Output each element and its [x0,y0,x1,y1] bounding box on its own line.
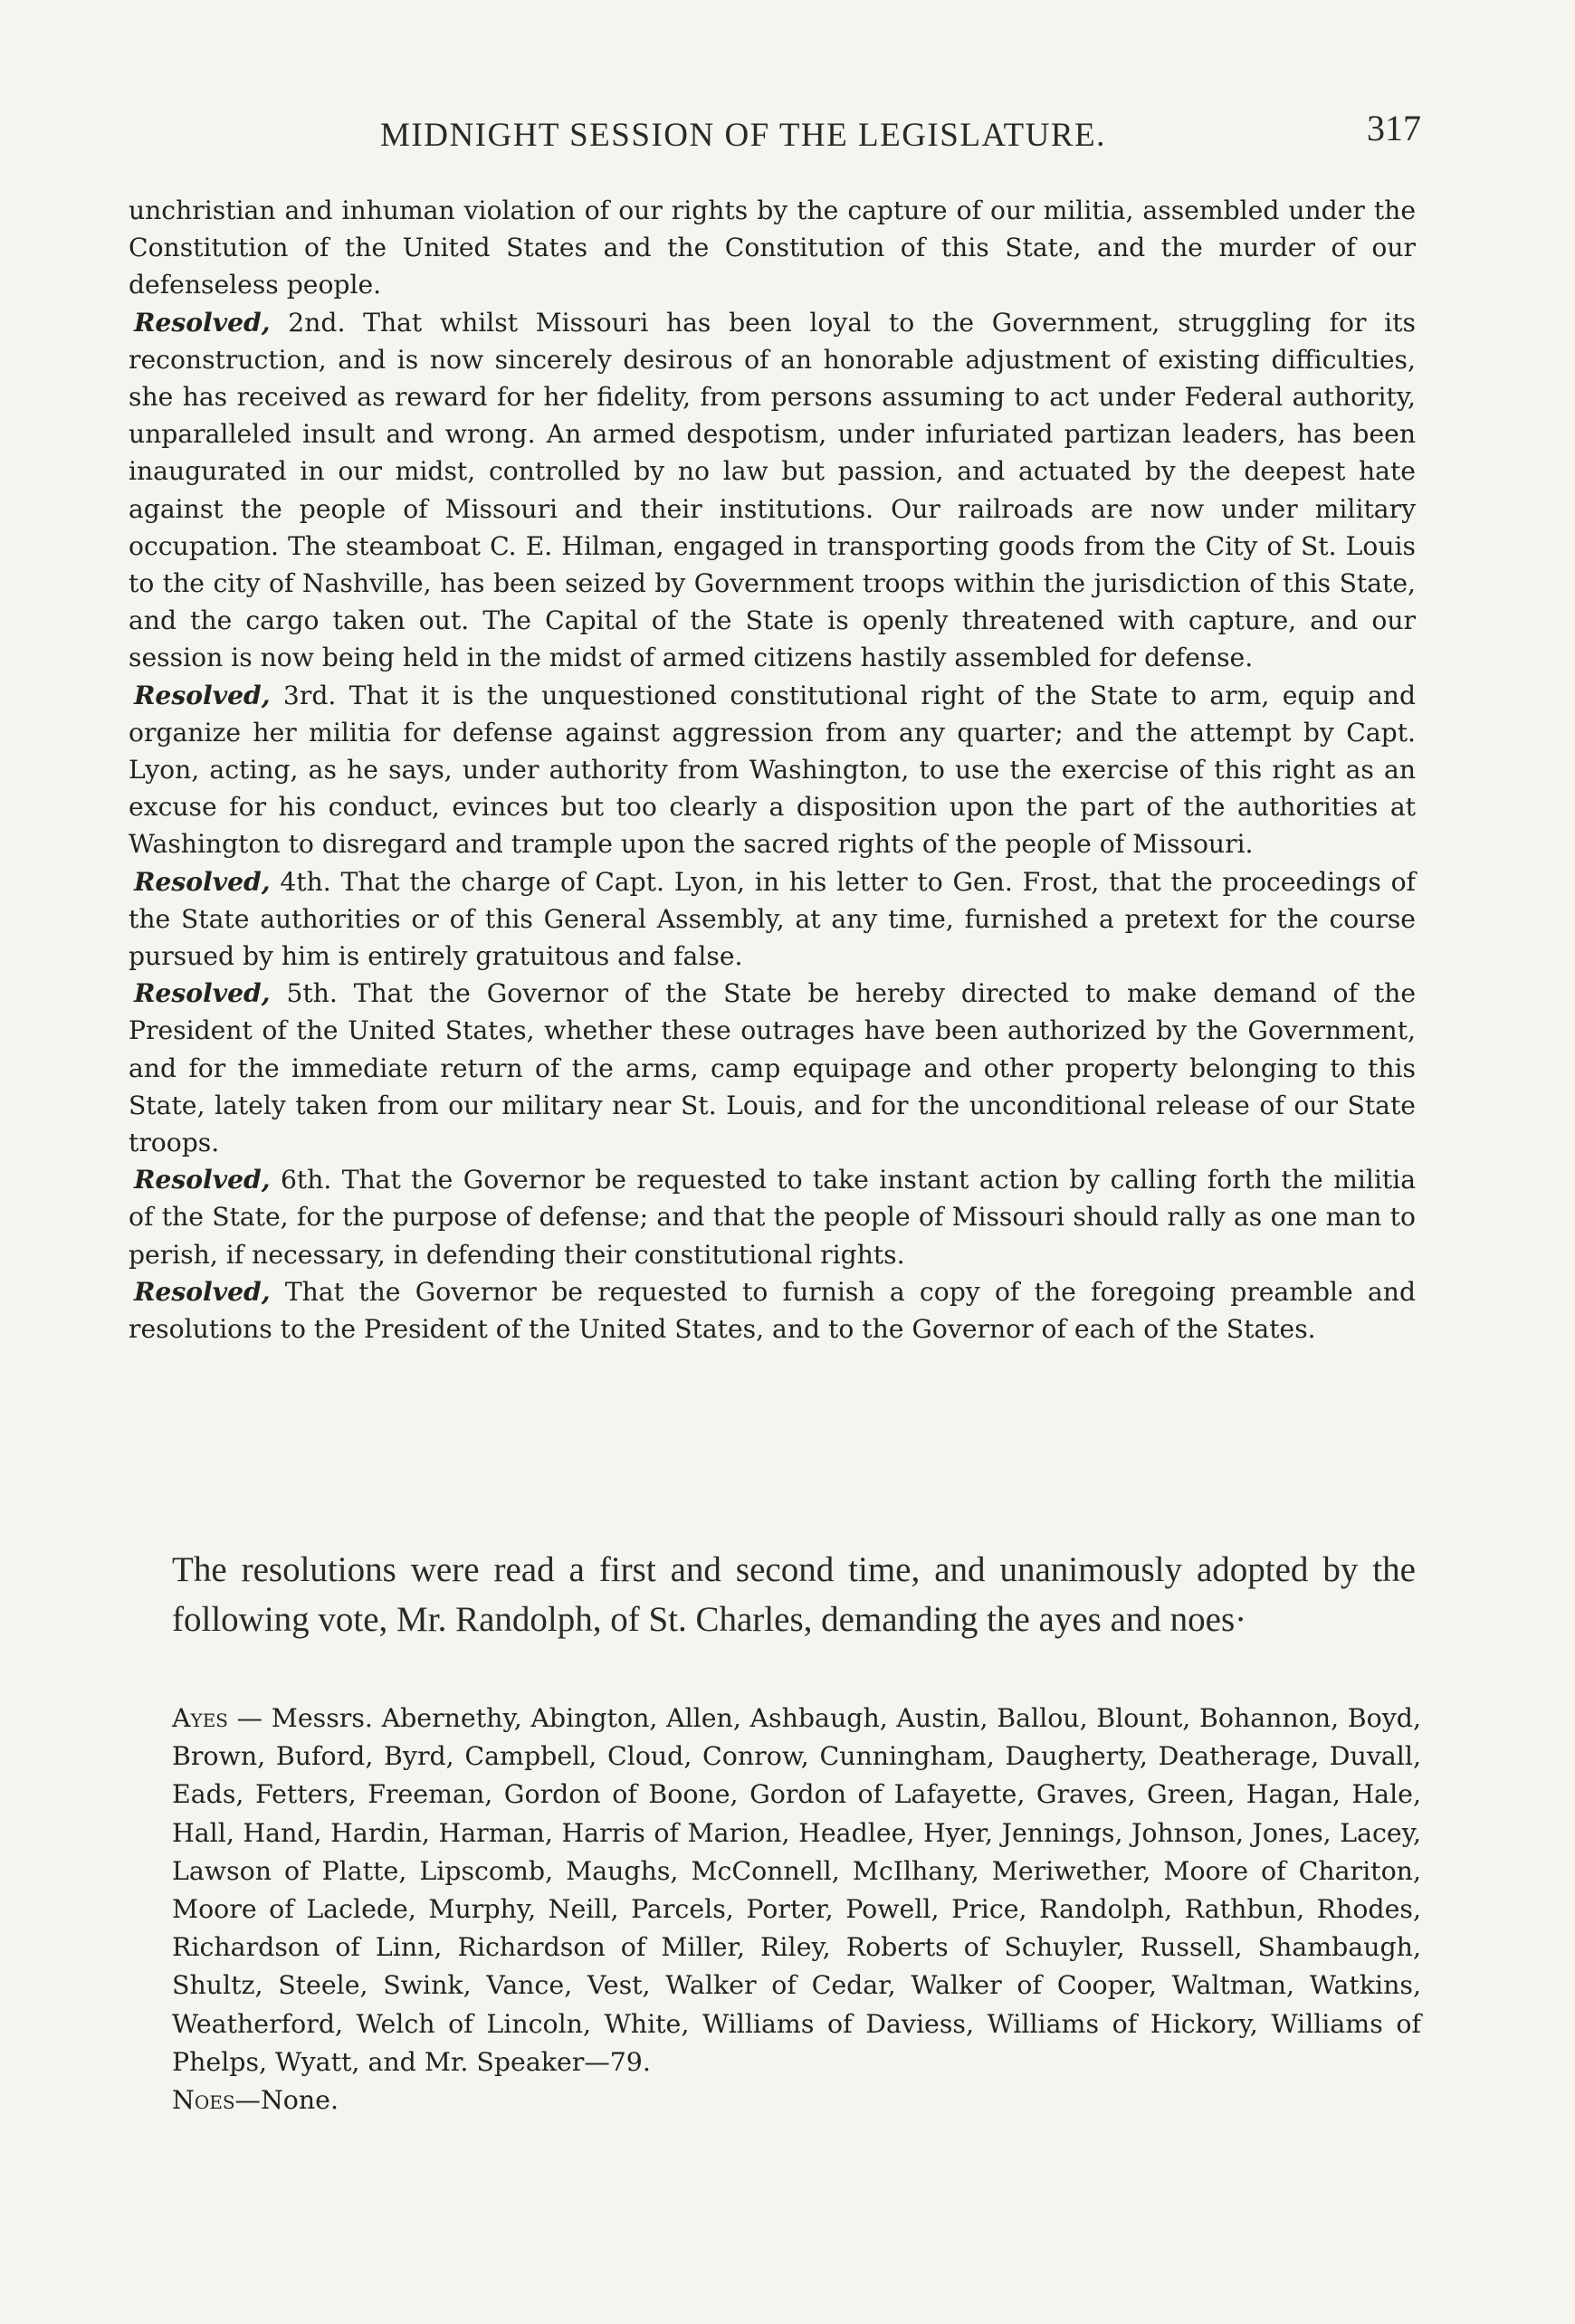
noes-label: Noes [172,2085,235,2116]
resolved-label: Resolved, [134,866,271,897]
resolution-text: That the Governor be requested to furnish a copy of the foregoing preamble and resolutions to the President of the United States, and to the Governor of each of the States. [129,1276,1416,1345]
resolved-label: Resolved, [134,307,271,338]
page-number: 317 [1367,108,1421,148]
resolution-text: 6th. That the Governor be requested to take instant action by calling forth the militia of the State, for the purpose of defense; and that the people of Missouri should rally as one man to perish, if necessary, in defending their constitutional rights. [129,1165,1416,1270]
vote-record [129,1700,1421,2119]
ayes-list: — Messrs. Abernethy, Abington, Allen, Ashbaugh, Austin, Ballou, Blount, Bohannon, Boyd, Brown, Buford, Byrd, Campbell, Cloud, Conrow, Cunningham, Daugherty, Deatherage, Duvall, Eads, Fetters, Freeman, Gordon of Boone, Gordon of Lafayette, Graves, Green, Hagan, Hale, Hall, Hand, Hardin, Harman, Harris of Marion, Headlee, Hyer, Jennings, Johnson, Jones, Lacey, Lawson of Platte, Lipscomb, Maughs, McConnell, McIlhany, Meriwether, Moore of Chariton, Moore of Laclede, Murphy, Neill, Parcels, Porter, Powell, Price, Randolph, Rathbun, Rhodes, Richardson of Linn, Richardson of Miller, Riley, Roberts of Schuyler, Russell, Shambaugh, Shultz, Steele, Swink, Vance, Vest, Walker of Cedar, Walker of Cooper, Waltman, Watkins, Weatherford, Welch of Lincoln, White, Williams of Daviess, Williams of Hickory, Williams of Phelps, Wyatt, and Mr. Speaker—79. [172,1703,1421,2077]
resolutions-text [129,192,1416,1348]
opening-paragraph: unchristian and inhuman violation of our rights by the capture of our militia, assembled under the Constitution of the United States and the Constitution of this State, and the murder of our defenseless people. [129,195,1416,300]
resolved-label: Resolved, [134,1276,271,1307]
resolved-label: Resolved, [134,680,271,710]
resolution-text: 5th. That the Governor of the State be hereby directed to make demand of the President of the United States, whether these outrages have been authorized by the Government, and for the immediate return of the arms, camp equipage and other property belonging to this State, lately taken from our military near St. Louis, and for the unconditional release of our State troops. [129,978,1416,1158]
resolution-text: 4th. That the charge of Capt. Lyon, in his letter to Gen. Frost, that the proceedings of the State authorities or of this General Assembly, at any time, furnished a pretext for the course pursued by him is entirely gratuitous and false. [129,866,1416,972]
resolution-2 [129,304,1416,677]
resolution-4 [129,863,1416,976]
noes-text: —None. [234,2085,339,2116]
resolution-final [129,1273,1416,1348]
resolution-text: 3rd. That it is the unquestioned constitutional right of the State to arm, equip and organize her militia for defense against aggression from any quarter; and the attempt by Capt. Lyon, acting, as he says, under authority from Washington, to use the exercise of this right as an excuse for his conduct, evinces but too clearly a disposition upon the part of the authorities at Washington to disregard and trample upon the sacred rights of the people of Missouri. [129,680,1416,860]
page-header [380,107,1421,161]
resolved-label: Resolved, [134,978,271,1009]
running-head: MIDNIGHT SESSION OF THE LEGISLATURE. [380,117,1106,154]
resolution-6 [129,1161,1416,1273]
ayes-label: Ayes [172,1703,229,1733]
ayes-paragraph [129,1700,1421,2081]
summary-paragraph: The resolutions were read a first and second time, and unanimously adopted by the following vote, Mr. Randolph, of St. Charles, demanding the ayes and noes· [172,1550,1416,1639]
resolved-label: Resolved, [134,1165,271,1195]
noes-paragraph [129,2081,1421,2119]
resolution-3 [129,677,1416,863]
resolution-text: 2nd. That whilst Missouri has been loyal to the Government, struggling for its reconstruction, and is now sincerely desirous of an honorable adjustment of existing difficulties, she has received as reward for her fidelity, from persons assuming to act under Federal authority, unparalleled insult and wrong. An armed despotism, under infuriated partizan leaders, has been inaugurated in our midst, controlled by no law but passion, and actuated by the deepest hate against the people of Missouri and their institutions. Our railroads are now under military occupation. The steamboat C. E. Hilman, engaged in transporting goods from the City of St. Louis to the city of Nashville, has been seized by Government troops within the jurisdiction of this State, and the cargo taken out. The Capital of the State is openly threatened with capture, and our session is now being held in the midst of armed citizens hastily assembled for defense. [129,307,1416,673]
resolution-5 [129,975,1416,1161]
